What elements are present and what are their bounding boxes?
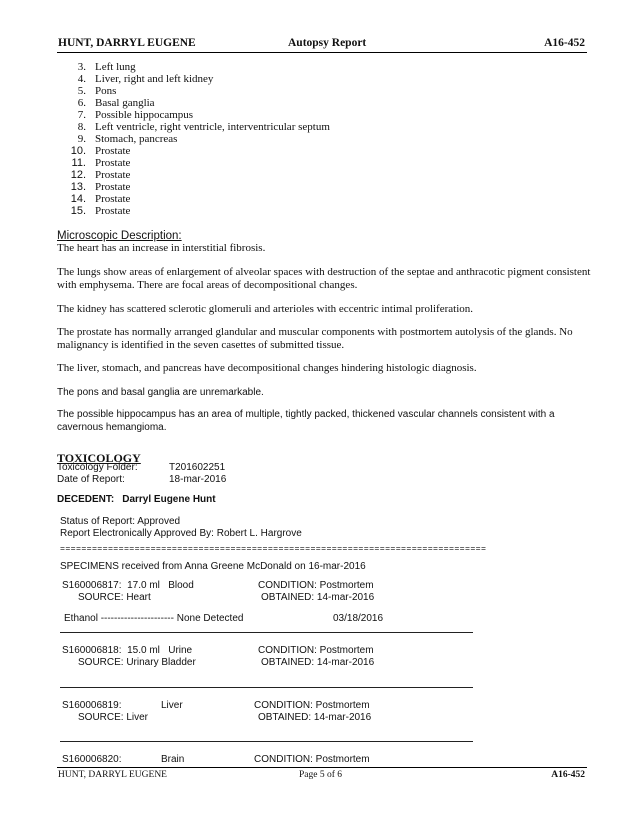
specimen-condition: CONDITION: Postmortem — [258, 645, 374, 656]
result-date: 03/18/2016 — [333, 613, 384, 624]
toxicology-report-date: Date of Report: 18-mar-2016 — [57, 474, 227, 485]
specimen-source: SOURCE: Liver — [78, 712, 149, 723]
microscopic-kidney: The kidney has scattered sclerotic glomeruli and arterioles with eccentric intimal proliferation. — [57, 303, 474, 315]
list-item: 13. Prostate — [70, 181, 131, 193]
report-approved-by: Report Electronically Approved By: Robert L. Hargrove — [60, 528, 302, 539]
specimen-type: Liver — [161, 700, 183, 711]
specimen-type: Brain — [161, 754, 185, 765]
header-title: Autopsy Report — [288, 37, 367, 49]
section-divider — [60, 632, 473, 633]
page-number: Page 5 of 6 — [299, 770, 343, 780]
specimen-obtained: OBTAINED: 14-mar-2016 — [258, 712, 372, 723]
specimen-source: SOURCE: Heart — [78, 592, 151, 603]
footer-case-number: A16-452 — [551, 770, 585, 780]
microscopic-liver: The liver, stomach, and pancreas have decompositional changes hindering histologic diagnosis. — [57, 362, 477, 374]
list-item: 6. Basal ganglia — [77, 97, 155, 109]
list-item: 14. Prostate — [70, 193, 131, 205]
list-item: 15. Prostate — [70, 205, 131, 217]
toxicology-heading: TOXICOLOGY — [57, 451, 141, 465]
specimen-id: S160006817: 17.0 ml Blood — [62, 580, 194, 591]
specimen-id: S160006820: — [62, 754, 122, 765]
microscopic-heart: The heart has an increase in interstitial fibrosis. — [57, 242, 266, 254]
specimen-obtained: OBTAINED: 14-mar-2016 — [261, 592, 375, 603]
specimen-condition: CONDITION: Postmortem — [258, 580, 374, 591]
ethanol-result: Ethanol ---------------------- None Detected — [64, 613, 244, 624]
specimen-condition: CONDITION: Postmortem — [254, 700, 370, 711]
header-case-number: A16-452 — [544, 37, 585, 49]
list-item: 8. Left ventricle, right ventricle, interventricular septum — [77, 121, 330, 133]
microscopic-heading: Microscopic Description: — [57, 230, 182, 242]
report-status: Status of Report: Approved — [60, 516, 181, 527]
footer-divider — [57, 767, 587, 768]
toxicology-folder: Toxicology Folder: T201602251 — [57, 462, 226, 473]
list-item: 9. Stomach, pancreas — [77, 133, 178, 145]
list-item: 12. Prostate — [70, 169, 131, 181]
header-name: HUNT, DARRYL EUGENE — [58, 37, 196, 49]
slide-list — [58, 61, 330, 217]
specimen-condition: CONDITION: Postmortem — [254, 754, 370, 765]
list-item: 7. Possible hippocampus — [77, 109, 194, 121]
list-item: 4. Liver, right and left kidney — [77, 73, 214, 85]
specimens-received: SPECIMENS received from Anna Greene McDonald on 16-mar-2016 — [60, 561, 366, 572]
decedent-line: DECEDENT: Darryl Eugene Hunt — [57, 494, 216, 505]
list-item: 10. Prostate — [70, 145, 131, 157]
section-divider — [60, 741, 473, 742]
microscopic-lungs: The lungs show areas of enlargement of alveolar spaces with destruction of the septae and anthracotic pigment consistent with emphysema. There are focal areas of decompositional changes. — [57, 266, 591, 291]
specimen-id: S160006819: — [62, 700, 122, 711]
specimen-id: S160006818: 15.0 ml Urine — [62, 645, 193, 656]
list-item: 11. Prostate — [71, 157, 131, 169]
header-divider — [57, 52, 587, 53]
specimen-obtained: OBTAINED: 14-mar-2016 — [261, 657, 375, 668]
microscopic-pons: The pons and basal ganglia are unremarkable. — [57, 387, 264, 398]
microscopic-prostate: The prostate has normally arranged glandular and muscular components with postmortem autolysis of the glands. No malignancy is identified in the seven casettes of submitted tissue. — [57, 326, 573, 351]
microscopic-hippocampus: The possible hippocampus has an area of multiple, tightly packed, thickened vascular channels consistent with a cavernous hemangioma. — [57, 409, 555, 433]
footer-name: HUNT, DARRYL EUGENE — [58, 770, 167, 780]
list-item: 3. Left lung — [77, 61, 136, 73]
separator-line: ================================================================================ — [60, 545, 487, 554]
list-item: 5. Pons — [77, 85, 117, 97]
specimen-source: SOURCE: Urinary Bladder — [78, 657, 196, 668]
section-divider — [60, 687, 473, 688]
